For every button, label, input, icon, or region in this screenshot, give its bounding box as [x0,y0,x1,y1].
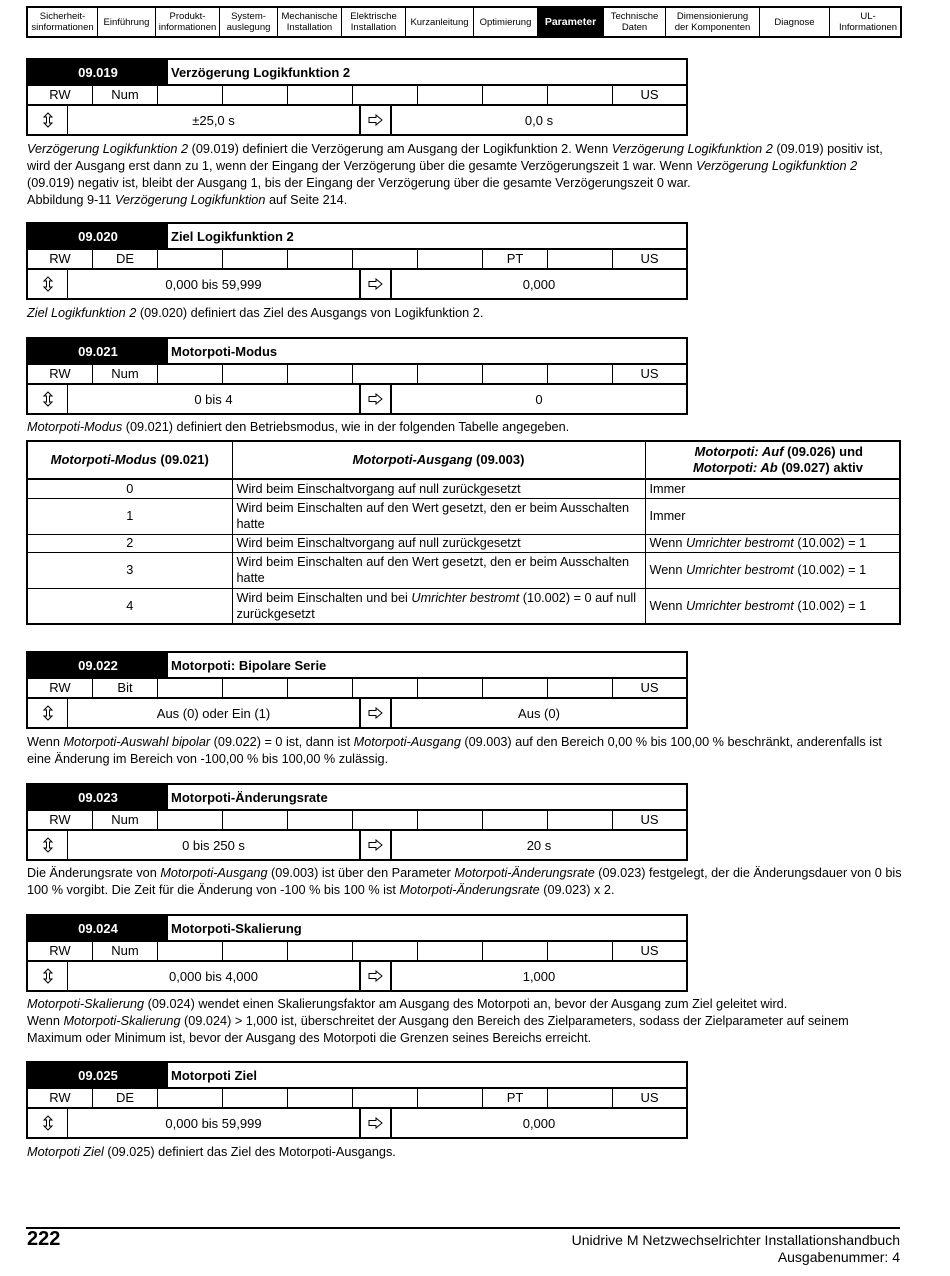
param-flag [548,942,613,960]
page-number: 222 [27,1228,61,1250]
param-flag [418,365,483,383]
param-flag [158,1089,223,1107]
param-number: 09.025 [28,1063,168,1087]
header-active [645,441,900,479]
text-run: (09.019) positiv ist, wird der Ausgang erst dann zu 1, wenn der Eingang der Verzögerung über die gesamte Verzögerungszeit 1 war. Wenn [27,142,883,173]
cell-mode: 0 [27,479,232,498]
text-run: Wenn [649,536,686,550]
desc-09-021 [27,419,902,436]
text-run: Motorpoti Ziel [27,1145,104,1159]
param-flag: US [640,1090,659,1105]
param-flag [223,679,288,697]
cell-output [232,534,645,552]
param-name: Motorpoti Ziel [171,1067,257,1083]
param-default: 20 s [526,837,552,853]
default-arrow-icon [361,385,392,413]
param-table [26,651,688,729]
nav-tab[interactable]: Optimierung [474,8,538,36]
param-flag [288,811,353,829]
motorpoti-mode-table [26,440,901,625]
text-run: (09.021) [156,452,209,467]
param-range: Aus (0) oder Ein (1) [68,699,361,727]
footer-title [572,1232,900,1266]
param-default: 0,000 [522,1115,556,1131]
param-number: 09.023 [28,785,168,809]
param-number: 09.019 [28,60,168,84]
text-run: Umrichter bestromt [685,563,794,577]
text-run: auf Seite 214. [265,193,348,207]
range-icon [28,699,68,727]
text-run: (09.025) definiert das Ziel des Motorpoti-Ausgangs. [103,1145,396,1159]
range-icon [28,106,68,134]
param-flag [483,679,548,697]
param-flag: RW [28,86,93,104]
text-run: Motorpoti-Ausgang [352,452,473,467]
param-name: Motorpoti-Modus [171,343,278,359]
text-run: Wird beim Einschalten auf den Wert gesetzt, den er beim Ausschalten hatte [236,501,630,531]
param-flag [158,250,223,268]
text-run: (09.024) wendet einen Skalierungsfaktor am Ausgang des Motorpoti an, bevor der Ausgang zum Ziel geleitet wird. [144,997,788,1011]
param-table [26,783,688,861]
desc-09-020 [27,305,902,322]
text-run: (09.019) definiert die Verzögerung am Ausgang der Logikfunktion 2. Wenn [188,142,612,156]
footer-rule [26,1227,900,1229]
param-flag: Num [93,811,158,829]
text-run: Wird beim Einschaltvorgang auf null zurückgesetzt [236,536,521,550]
param-default: Aus (0) [518,705,560,721]
param-number: 09.024 [28,916,168,940]
param-name: Motorpoti-Skalierung [171,920,302,936]
text-run: Umrichter bestromt [685,536,794,550]
default-arrow-icon [361,699,392,727]
default-arrow-icon [361,106,392,134]
text-run: Motorpoti-Änderungsrate [399,883,540,897]
table-header-row [27,441,900,479]
param-flag [223,365,288,383]
text-run: Wenn [27,1014,64,1028]
param-name: Motorpoti-Änderungsrate [171,789,328,805]
text-run: Die Änderungsrate von [27,866,161,880]
param-name: Verzögerung Logikfunktion 2 [171,64,351,80]
default-arrow-icon [361,1109,392,1137]
param-flag [353,679,418,697]
param-flag: RW [28,365,93,383]
param-flag: US [640,251,659,266]
range-icon [28,831,68,859]
cell-active [645,479,900,498]
param-flag: RW [28,942,93,960]
header-mode [27,441,232,479]
param-flag [418,1089,483,1107]
param-flag [353,86,418,104]
text-run: Motorpoti-Skalierung [27,997,145,1011]
text-run: Motorpoti-Änderungsrate [454,866,595,880]
param-flag [288,86,353,104]
param-flag [548,679,613,697]
param-flag [223,942,288,960]
text-run: Verzögerung Logikfunktion [114,193,266,207]
header-output [232,441,645,479]
text-run: (09.003) ist über den Parameter [267,866,455,880]
default-arrow-icon [361,831,392,859]
param-default: 0,000 [522,276,556,292]
param-flag [353,365,418,383]
nav-tab[interactable]: System- auslegung [220,8,278,36]
param-flag [288,1089,353,1107]
cell-output [232,552,645,588]
param-flag [288,365,353,383]
param-flag [548,86,613,104]
text-run: (10.002) = 1 [793,536,867,550]
param-flag [288,679,353,697]
text-run: (09.020) definiert das Ziel des Ausgangs von Logikfunktion 2. [136,306,484,320]
param-flag [483,365,548,383]
param-flag [158,942,223,960]
param-flag [223,1089,288,1107]
nav-tab[interactable]: Einführung [98,8,156,36]
nav-tab[interactable]: Diagnose [760,8,830,36]
text-run: Wird beim Einschalten auf den Wert gesetzt, den er beim Ausschalten hatte [236,555,630,585]
text-run: Wird beim Einschaltvorgang auf null zurückgesetzt [236,481,521,496]
param-flag: US [640,943,659,958]
param-flag: RW [28,811,93,829]
param-number: 09.021 [28,339,168,363]
text-run: Ziel Logikfunktion 2 [27,306,137,320]
default-arrow-icon [361,962,392,990]
param-default: 0,0 s [524,112,554,128]
param-flag: DE [93,250,158,268]
param-range: 0,000 bis 59,999 [68,270,361,298]
table-row [27,479,900,498]
text-run: Umrichter bestromt [411,590,520,605]
cell-mode: 2 [27,534,232,552]
param-flag: US [640,680,659,695]
param-flag [548,811,613,829]
text-run: Wenn [649,598,686,613]
param-table [26,337,688,415]
desc-09-024 [27,996,902,1047]
param-flag [418,811,483,829]
param-flag: DE [93,1089,158,1107]
text-run: (10.002) = 1 [793,563,867,577]
param-range: 0 bis 4 [68,385,361,413]
nav-tab[interactable]: Parameter [538,8,604,36]
text-run: (09.021) definiert den Betriebsmodus, wie in der folgenden Tabelle angegeben. [122,420,570,434]
text-run: (09.019) negativ ist, bleibt der Ausgang 1, bis der Eingang der Verzögerung über die gesamte Verzögerungszeit 0 war. [27,176,691,190]
param-flag [418,679,483,697]
param-number: 09.022 [28,653,168,677]
nav-tab[interactable]: Dimensionierung der Komponenten [666,8,760,36]
text-run: Motorpoti-Ausgang [353,735,461,749]
text-run: (09.026) und [783,444,863,459]
param-range: 0 bis 250 s [68,831,361,859]
param-flag: Num [93,86,158,104]
desc-09-025 [27,1144,902,1161]
text-run: Wird beim Einschalten und bei [236,590,412,605]
param-table [26,222,688,300]
text-run: Verzögerung Logikfunktion 2 [696,159,858,173]
text-run: (09.022) = 0 ist, dann ist [210,735,354,749]
nav-tab[interactable]: Technische Daten [604,8,666,36]
param-flag: US [640,812,659,827]
param-name: Motorpoti: Bipolare Serie [171,657,327,673]
param-name: Ziel Logikfunktion 2 [171,228,294,244]
param-flag: Num [93,942,158,960]
param-flag [418,86,483,104]
text-run: Wenn [649,563,686,577]
param-flag: Bit [93,679,158,697]
cell-active [645,498,900,534]
table-row [27,552,900,588]
param-table [26,58,688,136]
text-run: (10.002) = 1 [793,598,867,613]
text-run: Immer [649,509,686,523]
param-flag [483,86,548,104]
cell-active [645,552,900,588]
param-flag [418,250,483,268]
cell-mode: 4 [27,588,232,624]
param-flag [288,250,353,268]
text-run: Motorpoti-Ausgang [160,866,268,880]
param-flag [158,86,223,104]
nav-tab[interactable]: Produkt- informationen [156,8,220,36]
param-flag [288,942,353,960]
param-flag [548,365,613,383]
text-run: Motorpoti-Skalierung [63,1014,181,1028]
param-range: 0,000 bis 59,999 [68,1109,361,1137]
text-run: (09.024) > 1,000 ist, überschreitet der Ausgang den Bereich des Zielparameters, sodass der Zielparameter auf seinem Maximum oder Minimum ist, bevor der Ausgang des Motorpoti die Grenzen seines Bereichs erreicht. [27,1014,849,1045]
table-row [27,498,900,534]
param-flag [483,942,548,960]
param-flag [548,1089,613,1107]
text-run: (09.003) [472,452,525,467]
param-flag [158,679,223,697]
param-number: 09.020 [28,224,168,248]
nav-tab[interactable]: Elektrische Installation [342,8,406,36]
issue-number: Ausgabenummer: 4 [777,1249,900,1265]
param-flag: US [640,87,659,102]
text-run: Verzögerung Logikfunktion 2 [611,142,773,156]
param-flag [353,811,418,829]
cell-active [645,534,900,552]
param-flag [158,365,223,383]
chapter-nav [26,6,902,38]
param-flag [483,811,548,829]
param-flag: US [640,366,659,381]
cell-mode: 1 [27,498,232,534]
manual-title: Unidrive M Netzwechselrichter Installationshandbuch [571,1232,900,1248]
param-flag: Num [93,365,158,383]
text-run: Motorpoti-Auswahl bipolar [63,735,211,749]
desc-09-019 [27,141,902,209]
text-run: (09.023) festgelegt, der die Änderungsdauer von 0 bis 100 % vorgibt. Die Zeit für die Änderung von -100 % bis 100 % ist [27,866,902,897]
param-flag [223,250,288,268]
param-flag [418,942,483,960]
param-flag: PT [483,1089,548,1107]
desc-09-023 [27,865,902,899]
text-run: Verzögerung Logikfunktion 2 [27,142,189,156]
param-table [26,914,688,992]
param-flag: RW [28,250,93,268]
cell-output [232,498,645,534]
param-range: 0,000 bis 4,000 [68,962,361,990]
param-flag: RW [28,1089,93,1107]
nav-tab[interactable]: UL- Informationen [838,11,898,33]
text-run: Wenn [27,735,64,749]
param-flag [158,811,223,829]
text-run: (09.023) x 2. [539,883,615,897]
text-run: (09.027) aktiv [777,460,863,475]
nav-tab[interactable]: Mechanische Installation [278,8,342,36]
param-flag [353,942,418,960]
desc-09-022 [27,734,902,768]
cell-active [645,588,900,624]
text-run: (09.003) auf den Bereich 0,00 % bis 100,00 % beschränkt, anderenfalls ist eine Änderung im Bereich von -100,00 % bis 100,00 % zulässig. [27,735,882,766]
table-row [27,534,900,552]
text-run: Umrichter bestromt [685,598,794,613]
text-run: Motorpoti: Ab [693,460,778,475]
cell-output [232,479,645,498]
text-run: Motorpoti-Modus [50,452,157,467]
cell-mode: 3 [27,552,232,588]
param-range: ±25,0 s [68,106,361,134]
param-default: 1,000 [522,968,556,984]
cell-output [232,588,645,624]
default-arrow-icon [361,270,392,298]
text-run: (10.002) = 0 auf null zurückgesetzt [236,590,637,621]
param-flag [353,1089,418,1107]
table-row [27,588,900,624]
param-flag [223,811,288,829]
text-run: Motorpoti-Modus [27,420,123,434]
nav-tab[interactable]: Sicherheit- sinformationen [28,8,98,36]
param-default: 0 [535,391,543,407]
range-icon [28,270,68,298]
range-icon [28,1109,68,1137]
range-icon [28,385,68,413]
param-flag [223,86,288,104]
param-flag [353,250,418,268]
param-flag: RW [28,679,93,697]
nav-tab[interactable]: Kurzanleitung [406,8,474,36]
param-flag: PT [483,250,548,268]
text-run: Motorpoti: Auf [694,444,784,459]
range-icon [28,962,68,990]
param-flag [548,250,613,268]
param-table [26,1061,688,1139]
text-run: Immer [649,481,686,496]
text-run: Abbildung 9-11 [27,193,115,207]
